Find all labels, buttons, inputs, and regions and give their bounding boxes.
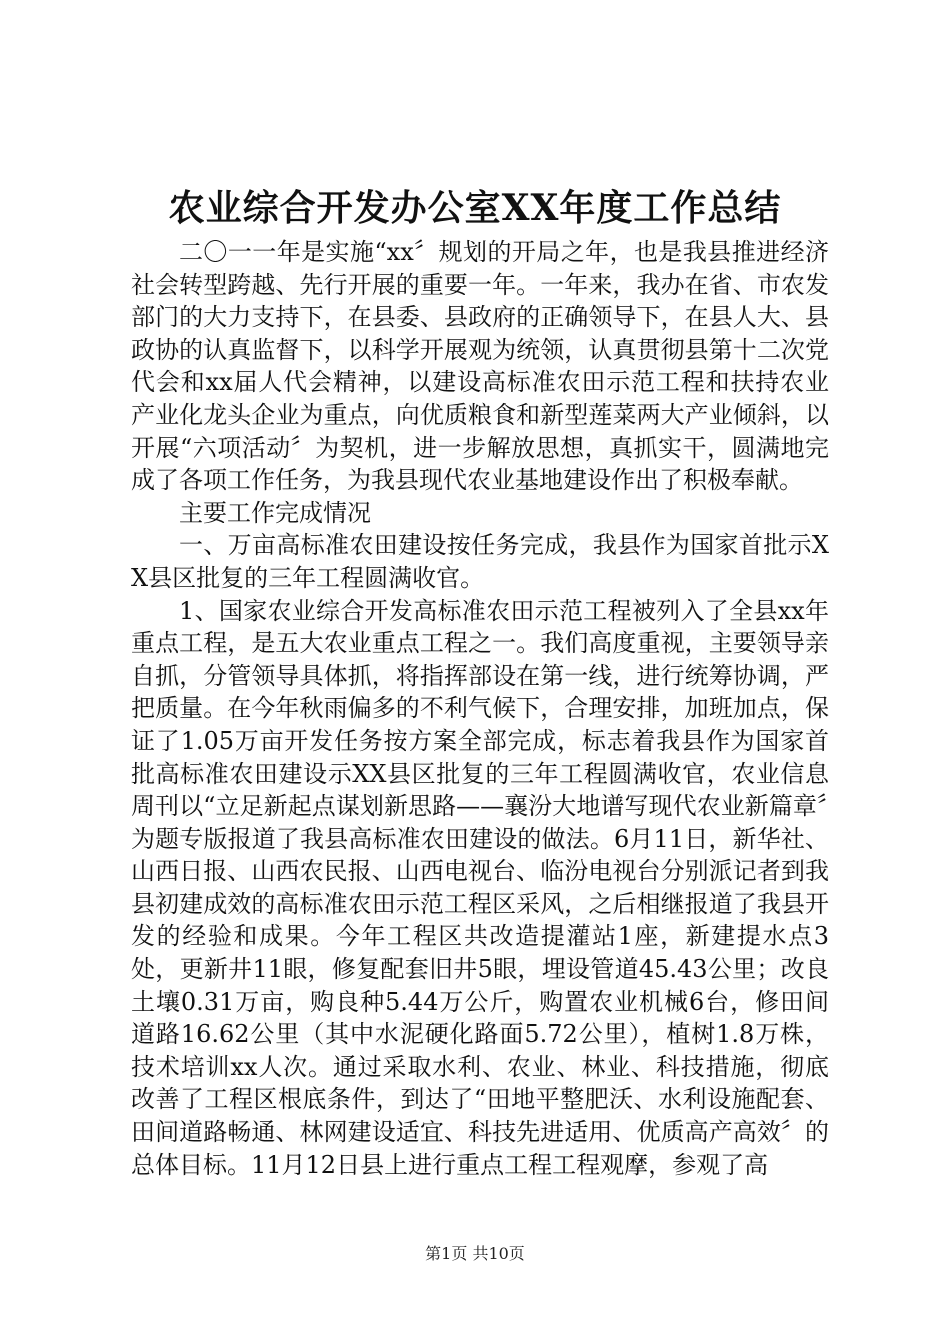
document-title: 农业综合开发办公室XX年度工作总结 <box>168 187 782 229</box>
page-number-footer: 第1页 共10页 <box>425 1244 525 1263</box>
paragraph-section-heading: 主要工作完成情况 <box>179 498 371 527</box>
document-body <box>131 236 829 1181</box>
paragraph-item-one: 一、万亩高标准农田建设按任务完成，我县作为国家首批示XX县区批复的三年工程圆满收官。 <box>131 531 829 592</box>
paragraph-intro: 二〇一一年是实施“xx〞规划的开局之年，也是我县推进经济社会转型跨越、先行开展的重要一年。一年来，我办在省、市农发部门的大力支持下，在县委、县政府的正确领导下，在县人大、县政协的认真监督下，以科学开展观为统领，认真贯彻县第十二次党代会和xx届人代会精神，以建设高标准农田示范工程和扶持农业产业化龙头企业为重点，向优质粮食和新型莲菜两大产业倾斜，以开展“六项活动〞为契机，进一步解放思想，真抓实干，圆满地完成了各项工作任务，为我县现代农业基地建设作出了积极奉献。 <box>131 238 829 495</box>
paragraph-item-one-detail: 1、国家农业综合开发高标准农田示范工程被列入了全县xx年重点工程，是五大农业重点工程之一。我们高度重视，主要领导亲自抓，分管领导具体抓，将指挥部设在第一线，进行统筹协调，严把质量。在今年秋雨偏多的不利气候下，合理安排，加班加点，保证了1.05万亩开发任务按方案全部完成，标志着我县作为国家首批高标准农田建设示XX县区批复的三年工程圆满收官，农业信息周刊以“立足新起点谋划新思路——襄汾大地谱写现代农业新篇章〞为题专版报道了我县高标准农田建设的做法。6月11日，新华社、山西日报、山西农民报、山西电视台、临汾电视台分别派记者到我县初建成效的高标准农田示范工程区采风，之后相继报道了我县开发的经验和成果。今年工程区共改造提灌站1座，新建提水点3处，更新井11眼，修复配套旧井5眼，埋设管道45.43公里；改良土壤0.31万亩，购良种5.44万公斤，购置农业机械6台，修田间道路16.62公里（其中水泥硬化路面5.72公里），植树1.8万株，技术培训xx人次。通过采取水利、农业、林业、科技措施，彻底改善了工程区根底条件，到达了“田地平整肥沃、水利设施配套、田间道路畅通、林网建设适宜、科技先进适用、优质高产高效〞的总体目标。11月12日县上进行重点工程工程观摩，参观了高 <box>131 596 829 1179</box>
